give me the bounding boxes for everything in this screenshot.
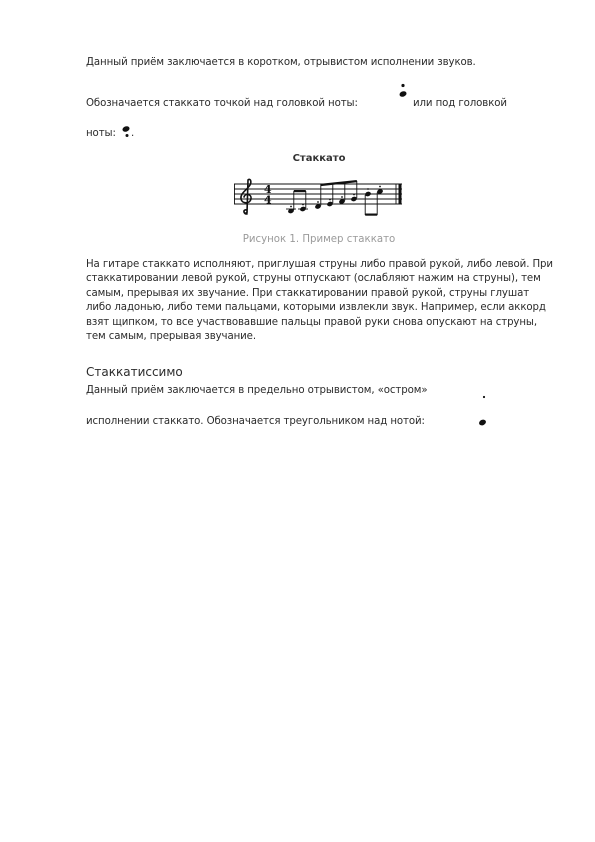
guitar-paragraph: На гитаре стаккато исполняют, приглушая струны либо правой рукой, либо левой. При стаккатировании левой рукой, струны отпускают (ослабляют нажим на струны), тем самым, прерывая их звучание. При стаккатировании правой рукой, струны глушат либо ладонью, либо теми пальцами, которыми извлекли звук. Например, если аккорд взят щипком, то все участвовавшие пальцы правой руки снова опускают на струны, тем самым, прерывая звучание.: [86, 259, 553, 343]
figure-caption: Рисунок 1. Пример стаккато: [242, 234, 396, 245]
notation-line-2: ноты:: [86, 128, 116, 139]
note-staccato-above-icon: [398, 83, 410, 99]
staccato-definition: Данный приём заключается в коротком, отрывистом исполнении звуков.: [86, 57, 476, 68]
notation-line-2-end: .: [131, 128, 135, 139]
note-staccatissimo-icon: [477, 416, 489, 428]
time-signature-top: 4: [264, 183, 272, 196]
notation-line-1-end: или под головкой: [413, 98, 507, 109]
time-signature-bottom: 4: [264, 193, 272, 207]
staccatissimo-line-2: исполнении стаккато. Обозначается треугольником над нотой:: [86, 416, 425, 427]
wedge-mark-icon: [481, 394, 487, 400]
figure-title: Стаккато: [292, 153, 346, 164]
staccatissimo-line-1: Данный приём заключается в предельно отрывистом, «остром»: [86, 385, 428, 396]
treble-clef-icon: [241, 179, 251, 214]
staccato-score: [234, 178, 404, 220]
section-heading-staccatissimo: Стаккатиссимо: [86, 365, 183, 379]
notation-line-1-start: Обозначается стаккато точкой над головкой ноты:: [86, 98, 358, 109]
